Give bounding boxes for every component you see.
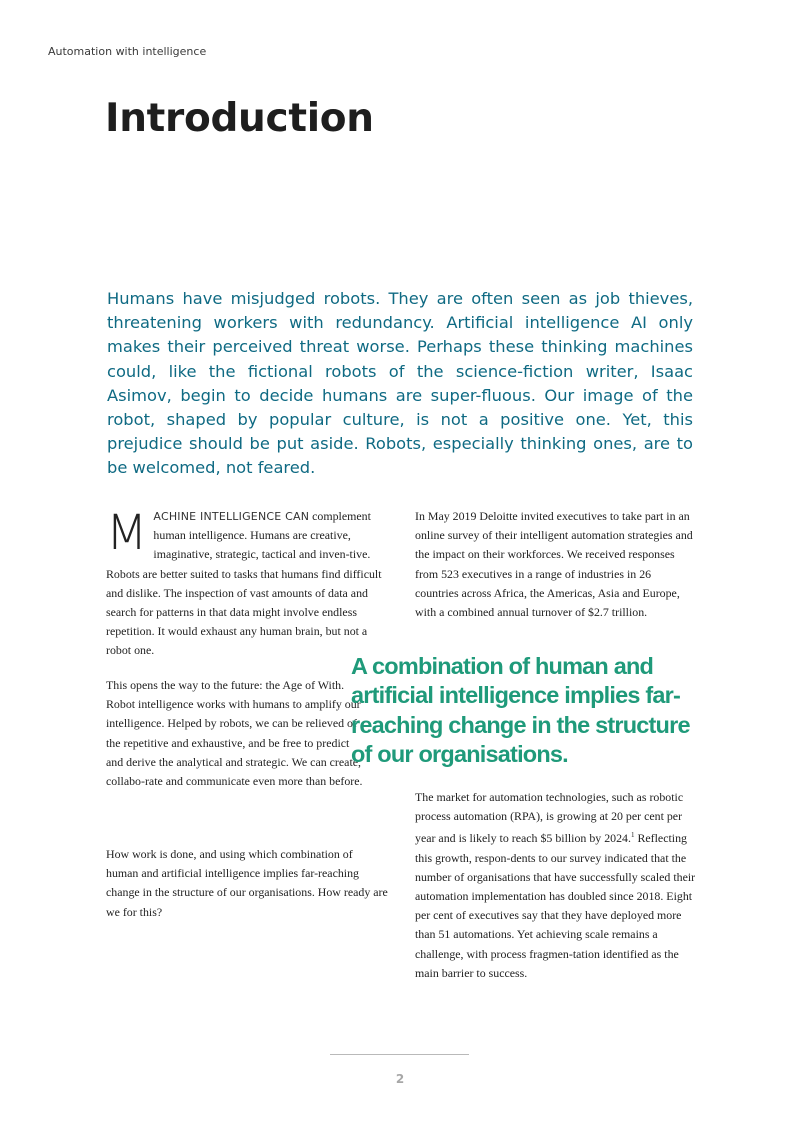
drop-cap: M: [106, 505, 148, 561]
paragraph-5-text-a: The market for automation technologies, such as robotic process automation (RPA), is growing at 20 per cent per year and is likely to reach $5 billion by 2024.: [415, 790, 684, 846]
footnote-marker[interactable]: 1: [630, 831, 635, 840]
body-paragraph-2: [106, 676, 366, 791]
paragraph-1-text: complement human intelligence. Humans are creative, imaginative, strategic, tactical and inven-tive. Robots are better suited to tasks that humans find difficult and dislike. The inspection of vast amounts of data and search for patterns in that data might involve endless repetition. It would exhaust any human brain, but not a robot one.: [106, 509, 382, 658]
body-paragraph-1: [106, 507, 388, 661]
running-header: Automation with intelligence: [48, 45, 207, 58]
footer-divider: [330, 1054, 469, 1055]
paragraph-4-text: In May 2019 Deloitte invited executives to take part in an online survey of their intelligent automation strategies and the impact on their workforces. We received responses from 523 executives in a range of industries in 26 countries across Africa, the Americas, Asia and Europe, with a combined annual turnover of $2.7 trillion.: [415, 509, 693, 620]
paragraph-5-text-b: Reflecting this growth, respon-dents to our survey indicated that the number of organisations that have successfully scaled their automation implementation has doubled since 2018. Eight per cent of executives say that they have deployed more than 51 automations. Yet achieving scale remains a challenge, with process fragmen-tation identified as the main barrier to success.: [415, 831, 696, 980]
paragraph-2-text: This opens the way to the future: the Age of With. Robot intelligence works with humans to amplify our intelligence. Helped by robots, we can be relieved of the repetitive and exhaustive, and be free to predict and derive the analytical and strategic. We can create, collabo-rate and communicate even more than before.: [106, 678, 363, 789]
lead-in-caps: ACHINE INTELLIGENCE CAN: [153, 510, 310, 523]
paragraph-3-text: How work is done, and using which combination of human and artificial intelligence implies far-reaching change in the structure of our organisations. How ready are we for this?: [106, 847, 388, 919]
page-title: Introduction: [105, 96, 374, 141]
intro-paragraph: Humans have misjudged robots. They are often seen as job thieves, threatening workers with redundancy. Artificial intelligence AI only makes their perceived threat worse. Perhaps these thinking machines could, like the fictional robots of the science-fiction writer, Isaac Asimov, begin to decide humans are super-fluous. Our image of the robot, shaped by popular culture, is not a positive one. Yet, this prejudice should be put aside. Robots, especially thinking ones, are to be welcomed, not feared.: [107, 289, 693, 478]
page-number: 2: [395, 1072, 405, 1086]
pull-quote: A combination of human and artificial intelligence implies far-reaching change in the structure of our organisations.: [351, 653, 690, 767]
body-paragraph-4: [415, 507, 697, 622]
body-paragraph-3: [106, 845, 388, 922]
body-paragraph-5: [415, 788, 697, 983]
